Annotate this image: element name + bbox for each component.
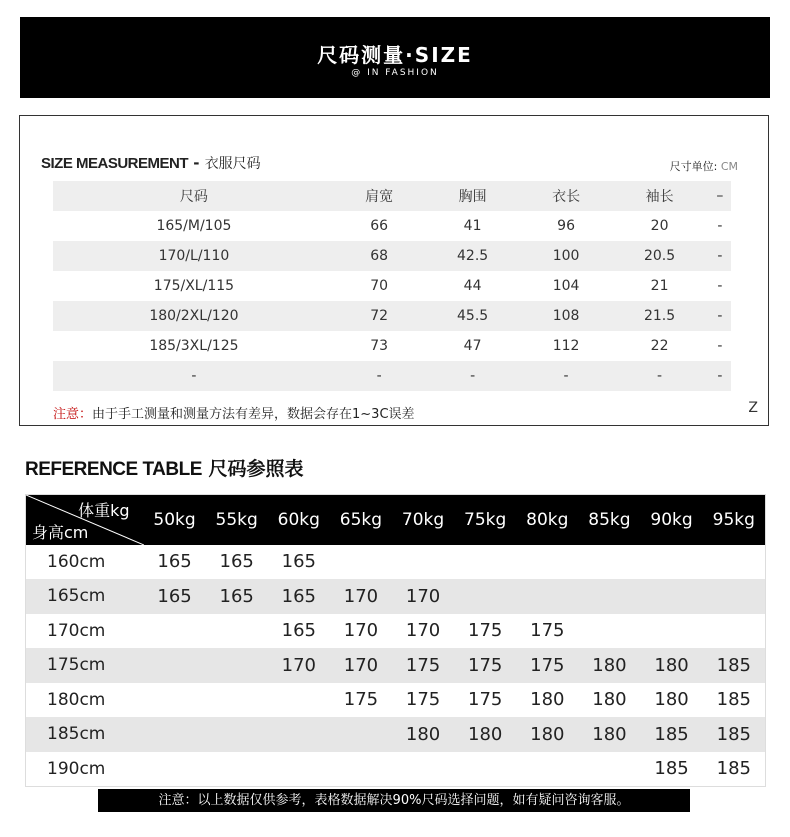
unit-label [670, 158, 738, 174]
reference-row [26, 648, 766, 683]
measurement-cell: 41 [463, 218, 482, 234]
size-cell: 180 [516, 717, 578, 752]
measurement-row [53, 331, 731, 361]
measurement-cell: 47 [463, 338, 482, 354]
reference-heading-cn: 尺码参照表 [208, 458, 304, 480]
size-cell: 180 [578, 648, 640, 683]
size-cell: 180 [641, 648, 703, 683]
size-cell [516, 752, 578, 787]
measurement-cell: 180/2XL/120 [53, 301, 335, 331]
size-cell: 180 [592, 689, 627, 711]
weight-header: 75kg [454, 495, 516, 545]
banner-title: 尺码测量·SIZE [317, 43, 473, 67]
size-cell: 165 [206, 579, 268, 614]
measurement-cell: - [53, 361, 335, 391]
size-cell: 165 [281, 551, 316, 573]
reference-header-row [26, 495, 766, 545]
size-cell [268, 717, 330, 752]
size-cell: 165 [268, 579, 330, 614]
size-cell: 165 [157, 551, 192, 573]
size-cell [454, 545, 516, 580]
measurement-cell: 70 [370, 278, 389, 294]
size-cell [578, 545, 640, 580]
measurement-cell: 68 [335, 241, 423, 271]
reference-row [26, 717, 766, 752]
measurement-cell: - [717, 218, 723, 234]
size-cell: 185 [716, 689, 751, 711]
measurement-cell: 73 [370, 338, 389, 354]
size-cell [268, 683, 330, 718]
height-label: 180cm [47, 689, 106, 710]
size-cell: 175 [454, 648, 516, 683]
measurement-header-row [53, 181, 731, 211]
measurement-row [53, 301, 731, 331]
size-cell [206, 752, 268, 787]
size-cell: 185 [641, 717, 703, 752]
measurement-cell: 42.5 [423, 241, 522, 271]
corner-mark: Z [748, 400, 758, 416]
corner-cell [26, 495, 144, 545]
measurement-cell: - [717, 278, 723, 294]
size-cell [703, 614, 766, 649]
measurement-cell: 72 [335, 301, 423, 331]
measurement-col-header: 衣长 [522, 181, 610, 211]
size-measurement-panel [19, 115, 769, 426]
measurement-heading-en: SIZE MEASUREMENT [41, 155, 189, 172]
size-cell [578, 614, 640, 649]
size-cell: 165 [219, 551, 254, 573]
size-cell: 180 [530, 689, 565, 711]
size-cell: 170 [405, 620, 441, 642]
weight-header: 80kg [516, 495, 578, 545]
measurement-cell: 21.5 [610, 301, 709, 331]
measurement-cell: 22 [650, 338, 669, 354]
height-label: 160cm [47, 551, 106, 572]
measurement-cell: - [423, 361, 522, 391]
measurement-row [53, 211, 731, 241]
size-cell [144, 648, 206, 683]
measurement-cell: - [610, 361, 709, 391]
measurement-cell: - [717, 338, 723, 354]
size-cell: 170 [330, 579, 392, 614]
reference-row [26, 545, 766, 580]
size-cell: 165 [144, 579, 206, 614]
measurement-col-header: 袖长 [610, 181, 709, 211]
size-cell: 175 [530, 620, 565, 642]
measurement-cell: 45.5 [423, 301, 522, 331]
measurement-row [53, 241, 731, 271]
measurement-col-header: 胸围 [423, 181, 522, 211]
size-cell: 170 [392, 579, 454, 614]
height-label: 170cm [47, 620, 106, 641]
reference-heading-en: REFERENCE TABLE [25, 459, 202, 480]
weight-header: 85kg [578, 495, 640, 545]
reference-row [26, 614, 766, 649]
size-cell [330, 752, 392, 787]
size-cell: 180 [454, 717, 516, 752]
measurement-cell: 185/3XL/125 [149, 338, 239, 354]
size-cell: 175 [516, 648, 578, 683]
measurement-cell: 44 [463, 278, 482, 294]
size-cell: 180 [654, 689, 689, 711]
size-cell: 175 [468, 620, 503, 642]
size-cell: 180 [578, 717, 640, 752]
size-cell: 185 [703, 717, 766, 752]
size-cell [144, 614, 206, 649]
height-label: 165cm [26, 579, 144, 614]
size-cell [144, 683, 206, 718]
size-cell [641, 579, 703, 614]
size-cell [516, 545, 578, 580]
size-cell [703, 545, 766, 580]
size-cell [392, 752, 454, 787]
measurement-cell: 21 [650, 278, 669, 294]
measurement-note [53, 403, 415, 422]
measurement-cell: 20 [650, 218, 669, 234]
reference-row [26, 683, 766, 718]
size-cell [268, 752, 330, 787]
reference-heading [25, 454, 304, 481]
measurement-cell: 165/M/105 [156, 218, 232, 234]
measurement-cell: 104 [552, 278, 580, 294]
size-cell [392, 545, 454, 580]
measurement-col-header: 肩宽 [335, 181, 423, 211]
height-label: 175cm [26, 648, 144, 683]
measurement-cell: 112 [552, 338, 580, 354]
size-cell [578, 579, 640, 614]
weight-header: 90kg [641, 495, 703, 545]
reference-row [26, 752, 766, 787]
height-label: 185cm [26, 717, 144, 752]
size-cell [144, 717, 206, 752]
size-cell [703, 579, 766, 614]
size-cell [578, 752, 640, 787]
measurement-heading-sep: - [188, 154, 205, 172]
size-cell [454, 752, 516, 787]
size-cell: 175 [468, 689, 503, 711]
size-cell [206, 717, 268, 752]
size-cell: 170 [330, 648, 392, 683]
size-cell: 185 [654, 758, 689, 779]
size-cell [641, 545, 703, 580]
header-banner [20, 17, 770, 98]
size-cell: 165 [281, 620, 316, 642]
measurement-col-header: 尺码 [53, 181, 335, 211]
footer-note: 注意：以上数据仅供参考，表格数据解决90%尺码选择问题，如有疑问咨询客服。 [98, 789, 690, 812]
measurement-cell: 66 [370, 218, 389, 234]
weight-header: 55kg [206, 495, 268, 545]
size-cell [516, 579, 578, 614]
measurement-cell: 100 [522, 241, 610, 271]
measurement-col-header: – [709, 181, 731, 211]
height-label: 190cm [47, 758, 106, 779]
corner-weight-label: 体重kg [78, 501, 130, 520]
measurement-row [53, 271, 731, 301]
size-cell: 175 [405, 689, 441, 711]
measurement-cell: - [709, 361, 731, 391]
size-cell [206, 648, 268, 683]
measurement-heading [41, 153, 261, 173]
size-cell [454, 579, 516, 614]
measurement-table [53, 181, 731, 391]
size-cell: 170 [268, 648, 330, 683]
reference-table [25, 494, 766, 787]
weight-header: 95kg [703, 495, 766, 545]
measurement-cell: - [335, 361, 423, 391]
size-cell [330, 717, 392, 752]
size-cell [206, 614, 268, 649]
measurement-cell: 175/XL/115 [153, 278, 235, 294]
size-cell: 185 [716, 758, 751, 779]
size-cell: 180 [392, 717, 454, 752]
measurement-heading-cn: 衣服尺码 [204, 156, 261, 172]
measurement-cell: 170/L/110 [53, 241, 335, 271]
size-cell [330, 545, 392, 580]
measurement-cell: - [709, 301, 731, 331]
measurement-cell: 20.5 [610, 241, 709, 271]
weight-header: 50kg [144, 495, 206, 545]
unit-value: CM [720, 160, 738, 173]
size-cell [206, 683, 268, 718]
size-cell: 175 [343, 689, 379, 711]
unit-label-text: 尺寸单位: [669, 160, 718, 173]
size-cell [641, 614, 703, 649]
reference-row [26, 579, 766, 614]
note-text: 由于手工测量和测量方法有差异，数据会存在1~3C误差 [92, 407, 415, 422]
size-cell: 175 [392, 648, 454, 683]
measurement-cell: 108 [522, 301, 610, 331]
banner-subtitle: @ IN FASHION [351, 68, 439, 78]
size-cell [144, 752, 206, 787]
measurement-row [53, 361, 731, 391]
weight-header: 65kg [330, 495, 392, 545]
measurement-cell: - [522, 361, 610, 391]
weight-header: 60kg [268, 495, 330, 545]
measurement-cell: - [709, 241, 731, 271]
size-cell: 185 [703, 648, 766, 683]
note-label: 注意： [53, 407, 93, 422]
size-cell: 170 [343, 620, 379, 642]
weight-header: 70kg [392, 495, 454, 545]
corner-height-label: 身高cm [32, 522, 89, 542]
measurement-cell: 96 [557, 218, 575, 234]
